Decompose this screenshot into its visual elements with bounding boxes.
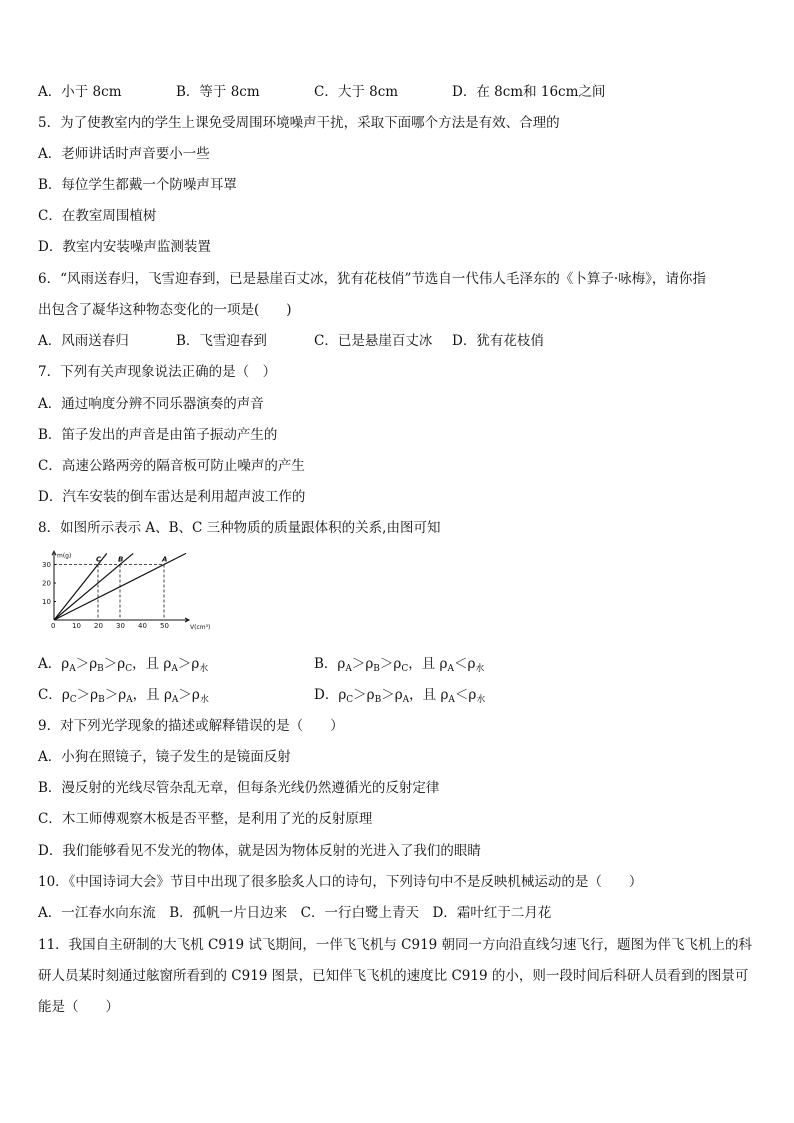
q4-option-d: D．在 8cm和 16cm之间 [452, 84, 606, 100]
q7-option-c: C．高速公路两旁的隔音板可防止噪声的产生 [38, 458, 305, 474]
q8-option-d: D．$\rho_C>\rho_B>\rho_A$，且 $\rho_A<\rho_水$ [314, 687, 486, 705]
q6-stem-line-1: 6．“风雨送春归，飞雪迎春到，已是悬崖百丈冰，犹有花枝俏”节选自一代伟人毛泽东的《卜算子·咏梅》，请你指 [38, 271, 706, 287]
q8-option-c: C．$\rho_C>\rho_B>\rho_A$，且 $\rho_A>\rho_水$ [38, 687, 209, 705]
q10-stem: 10．《中国诗词大会》节目中出现了很多脍炙人口的诗句，下列诗句中不是反映机械运动的是（ ） [38, 874, 643, 890]
x-tick-label: 20 [94, 622, 103, 630]
y-tick-label: 10 [42, 598, 51, 606]
q6-option-d: D．犹有花枝俏 [452, 333, 544, 349]
q5-option-a: A．老师讲话时声音要小一些 [38, 146, 210, 162]
q4-option-a: A．小于 8cm [38, 84, 122, 100]
q6-option-a: A．风雨送春归 [38, 333, 129, 349]
q9-stem: 9．对下列光学现象的描述或解释错误的是（ ） [38, 718, 344, 734]
q7-stem: 7．下列有关声现象说法正确的是（ ） [38, 364, 277, 380]
q6-option-b: B．飞雪迎春到 [176, 333, 267, 349]
x-tick-label: 50 [160, 622, 169, 630]
q7-option-d: D．汽车安装的倒车雷达是利用超声波工作的 [38, 489, 306, 505]
q7-option-a: A．通过响度分辨不同乐器演奏的声音 [38, 396, 264, 412]
q11-line-2: 研人员某时刻通过舷窗所看到的 C919 图景，已知伴飞飞机的速度比 C919 的小，则一段时间后科研人员看到的图景可 [38, 968, 749, 984]
q6-stem-line-2: 出包含了凝华这种物态变化的一项是( ) [38, 302, 292, 318]
q8-b-prefix: B． [314, 656, 338, 672]
y-axis-label: m(g) [57, 552, 72, 560]
q7-option-b: B．笛子发出的声音是由笛子振动产生的 [38, 427, 278, 443]
q8-a-prefix: A． [38, 656, 62, 672]
q9-option-b: B．漫反射的光线尽管杂乱无章，但每条光线仍然遵循光的反射定律 [38, 780, 440, 796]
q5-option-b: B．每位学生都戴一个防噪声耳罩 [38, 177, 237, 193]
q8-option-a: A．$\rho_A>\rho_B>\rho_C$，且 $\rho_A>\rho_水$ [38, 656, 209, 674]
q5-option-c: C．在教室周围植树 [38, 208, 157, 224]
q9-option-d: D．我们能够看见不发光的物体，就是因为物体反射的光进入了我们的眼睛 [38, 843, 481, 859]
q4-option-c: C．大于 8cm [314, 84, 399, 100]
q8-c-prefix: C． [38, 687, 62, 703]
mass-volume-graph [38, 548, 211, 632]
q5-stem: 5．为了使教室内的学生上课免受周围环境噪声干扰，采取下面哪个方法是有效、合理的 [38, 115, 560, 131]
q11-line-1: 11．我国自主研制的大飞机 C919 试飞期间，一伴飞飞机与 C919 朝同一方向沿直线匀速飞行，题图为伴飞飞机上的科 [38, 937, 753, 953]
q9-option-c: C．木工师傅观察木板是否平整，是利用了光的反射原理 [38, 811, 373, 827]
q6-option-c: C．已是悬崖百丈冰 [314, 333, 433, 349]
x-tick-label: 10 [72, 622, 81, 630]
series-label-b: B [118, 555, 124, 564]
q5-option-d: D．教室内安装噪声监测装置 [38, 239, 211, 255]
y-tick-label: 30 [42, 561, 51, 569]
q11-line-3: 能是（ ） [38, 999, 119, 1015]
q8-stem: 8．如图所示表示 A、B、C 三种物质的质量跟体积的关系,由图可知 [38, 520, 441, 536]
x-tick-label: 30 [116, 622, 125, 630]
q8-d-prefix: D． [314, 687, 339, 703]
series-label-c: C [96, 555, 102, 564]
x-tick-label: 40 [138, 622, 147, 630]
x-tick-label: 0 [51, 622, 56, 630]
q9-option-a: A．小狗在照镜子，镜子发生的是镜面反射 [38, 749, 291, 765]
q10-options: A．一江春水向东流 B．孤帆一片日边来 C．一行白鹭上青天 D．霜叶红于二月花 [38, 905, 552, 921]
q4-option-b: B．等于 8cm [176, 84, 260, 100]
q8-option-b: B．$\rho_A>\rho_B>\rho_C$，且 $\rho_A<\rho_水$ [314, 656, 485, 674]
series-label-a: A [162, 555, 168, 564]
x-axis-label: V(cm³) [190, 624, 211, 631]
y-tick-label: 20 [42, 579, 51, 588]
